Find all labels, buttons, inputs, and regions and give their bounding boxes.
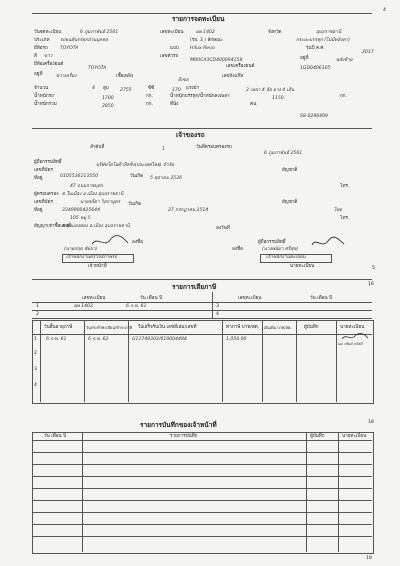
tax-row3-no: 3 xyxy=(216,304,219,309)
holder-label: ผู้ถือกรรมสิทธิ์ xyxy=(34,160,62,165)
engine-no-value: 1GD0406105 xyxy=(300,66,331,71)
tel2-label: โทร. xyxy=(340,216,350,221)
chassis-loc-label: อยู่ที่ xyxy=(300,56,309,61)
id2-label: เลขที่บัตร xyxy=(34,200,53,205)
tax-date-label: วัน เดือน ปี xyxy=(140,296,163,301)
tax-header-recorder: ผู้บันทึก xyxy=(304,325,319,330)
log-header-recorder: ผู้บันทึก xyxy=(310,434,325,439)
tax-row-expire: 6 ก.พ. 61 xyxy=(46,337,67,342)
cyl-value: 4 xyxy=(92,86,95,91)
hire-label: สัญญาเช่าซื้อเลขที่ xyxy=(34,224,71,229)
engine-no-label: เลขเครื่องยนต์ xyxy=(226,64,255,69)
tax-header-receipt: ใบเสร็จรับเงิน เลขที่เล่ม/เลขที่ xyxy=(138,325,197,330)
log-header-registrar: นายทะเบียน xyxy=(342,434,367,439)
tax-row2-no: 2 xyxy=(36,312,39,317)
addr3-value: 105 หมู่ 5 xyxy=(70,216,91,221)
log-row-line xyxy=(32,524,372,525)
birth2-label: วันเกิด xyxy=(128,202,142,207)
chassis-label: เลขตัวรถ xyxy=(160,54,179,59)
tax-plate-label: เลขทะเบียน xyxy=(82,296,106,301)
tax-section-title: รายการเสียภาษี xyxy=(172,283,217,291)
cc-unit: ซีซี xyxy=(148,86,155,91)
officer-signature xyxy=(90,234,130,248)
tax-header-amount: ค่าภาษี บาท/สต. xyxy=(226,325,260,330)
col-line xyxy=(296,320,297,402)
col-line xyxy=(82,432,83,552)
log-row-line xyxy=(32,464,372,465)
load-value: 1150 xyxy=(272,96,284,101)
weight-label: น้ำหนักรถ xyxy=(34,94,54,99)
weight-value: 1700 xyxy=(102,96,114,101)
page-number-top: 4 xyxy=(383,8,386,13)
tax-row-no: 4 xyxy=(34,383,37,388)
reg-date-label: วันจดทะเบียน xyxy=(34,30,62,35)
divider xyxy=(32,318,372,319)
plate-value: ผษ 1402 xyxy=(196,30,215,35)
weight-unit: กก. xyxy=(146,94,154,99)
axles-value: 2 เพลา 4 ล้อ ยาง 4 เส้น xyxy=(246,88,295,93)
model-value: Hilux Revo xyxy=(190,46,215,51)
addr4-value: ต.ทุ่งแสงทอง อ.เมือง อุบลราชธานี xyxy=(62,224,130,229)
nationality2-label: สัญชาติ xyxy=(282,200,298,205)
tax-row-registrar: ผอ.วสันต์ สวัสดี xyxy=(338,342,363,346)
chassis-value: MR0CA3CD400094158 xyxy=(190,58,243,63)
possessor-label: ผู้ครอบครอง xyxy=(34,192,59,197)
possess-date-label: วันที่ครอบครองรถ xyxy=(196,145,232,150)
tax-row-paid: 6 ก.พ. 62 xyxy=(88,337,109,342)
load-unit: กก. xyxy=(340,94,348,99)
birth-value: 5 ตุลาคม 2536 xyxy=(150,176,183,181)
id-value: 0105536113550 xyxy=(60,174,98,179)
divider xyxy=(32,302,372,303)
log-header-date: วัน เดือน ปี xyxy=(44,434,67,439)
hp-value: 170 xyxy=(172,88,181,93)
log-page-number: 18 xyxy=(368,420,374,425)
nationality-label: สัญชาติ xyxy=(282,168,298,173)
divider xyxy=(32,310,372,311)
engine-brand-label: ยี่ห้อเครื่องยนต์ xyxy=(34,62,64,67)
nationality2-value: ไทย xyxy=(334,208,343,213)
model-year-value: 2017 xyxy=(362,50,374,55)
reg-date-value: 6 ภูมภาพันธ์ 2561 xyxy=(80,30,119,35)
tax-row-no: 1 xyxy=(34,337,37,342)
type-label: ประเภท xyxy=(34,38,50,43)
plate-label: เลขทะเบียน xyxy=(160,30,184,35)
color-value: ขาว xyxy=(44,54,53,59)
officer-note: เจ้าพนักงานตรวจสภาพรถ xyxy=(66,255,118,260)
order-label: ลำดับที่ xyxy=(90,145,105,150)
seats-label: ที่นั่ง xyxy=(170,102,179,107)
log-header-entry: รายการบันทึก xyxy=(170,434,198,439)
engine-loc-label: อยู่ที่ xyxy=(34,72,43,77)
col-line xyxy=(336,320,337,402)
cyl-unit: สูบ xyxy=(103,86,109,91)
province-label: จังหวัด xyxy=(268,30,282,35)
tax-row-no: 2 xyxy=(34,351,37,356)
tax-header-extra: เงินเพิ่ม บาท/สต. xyxy=(264,325,292,330)
addr-label: ที่อยู่ xyxy=(34,176,43,181)
log-row-line xyxy=(32,536,372,537)
tax-right-plate-label: เลขทะเบียน xyxy=(238,296,262,301)
vehicle-section-title: รายการจดทะเบียน xyxy=(172,15,225,23)
log-row-line xyxy=(32,512,372,513)
tel-label: โทร. xyxy=(340,184,350,189)
tax-row-amount: 1,050.00 xyxy=(226,337,247,342)
divider xyxy=(212,292,213,318)
col-line xyxy=(222,320,223,402)
serial-number: S8-0286409 xyxy=(300,114,328,119)
divider xyxy=(32,128,372,129)
col-line xyxy=(40,320,41,402)
cyl-label: จำนวน xyxy=(34,86,49,91)
brand-value: TOYOTA xyxy=(60,46,79,51)
possess-date-value: 6 ภูมภาพันธ์ 2561 xyxy=(264,151,303,156)
id-label: เลขที่บัตร xyxy=(34,168,53,173)
fuel-value: ดีเซล xyxy=(178,78,189,83)
log-row-line xyxy=(32,452,372,453)
order-value: 1 xyxy=(162,147,165,152)
fuel-label: เชื้อเพลิง xyxy=(116,74,134,79)
divider xyxy=(32,13,372,14)
addr3-label: ที่อยู่ xyxy=(34,208,43,213)
id2-value: 3349900425644 xyxy=(62,208,100,213)
tax-header-paid: วันกระทำทะเบียน/ชำระภาษี xyxy=(86,325,133,330)
type-value: รถยนต์บรรทุกส่วนบุคคล xyxy=(60,38,109,43)
col-line xyxy=(262,320,263,402)
col-line xyxy=(128,320,129,402)
registrar-note: เจ้าพนักงานทะเบียน xyxy=(266,255,306,260)
body-value: กระบะบรรทุก (ไม่มีหลังคา) xyxy=(296,38,350,43)
tax-row1-no: 1 xyxy=(36,304,39,309)
col-line xyxy=(306,432,307,552)
gross-value: 2850 xyxy=(102,104,114,109)
tax-row-receipt: G11749302/610004484 xyxy=(132,337,187,342)
officer-role: เจ้าหน้าที่ xyxy=(88,264,107,269)
birth2-value: 27 กรกฎาคม 2514 xyxy=(168,208,209,213)
tax-row1-date: 6 ก.พ. 61 xyxy=(126,304,147,309)
possessor-value: นายชรีดา วิสกาบูตร xyxy=(80,200,121,205)
type-code: (รย. 3 ) ลักษณะ xyxy=(190,38,223,43)
addr2-value: ต.ในเมือง อ.เมือง อุบลราชธานี xyxy=(62,192,124,197)
log-section-title: รายการบันทึกของเจ้าหน้าที่ xyxy=(140,421,217,429)
tax-header-expire: วันสิ้นอายุภาษี xyxy=(44,325,73,330)
holder-sig-label: ผู้ถือกรรมสิทธิ์ xyxy=(258,240,286,245)
cc-value: 2755 xyxy=(120,88,132,93)
gas-label: เลขถังแก๊ส xyxy=(222,74,244,79)
color-label: สี xyxy=(34,54,37,59)
col-line xyxy=(338,432,339,552)
gross-unit: กก. xyxy=(146,102,154,107)
hp-unit: แรงม้า xyxy=(186,86,200,91)
owner-page-number: 5 xyxy=(372,266,375,271)
registrar-sign-label: ลงชื่อ xyxy=(232,247,243,252)
hire-date-label: ลงวันที่ xyxy=(216,226,230,231)
engine-loc-value: ขวาเครื่อง xyxy=(56,74,77,79)
seats-unit: คน xyxy=(250,102,257,107)
log-header-line xyxy=(32,440,372,441)
province-value: อุบลราชธานี xyxy=(316,30,342,35)
officer-name: (นายกฤต ชัยลา) xyxy=(64,247,98,252)
log-row-line xyxy=(32,476,372,477)
log-row-line xyxy=(32,488,372,489)
holder-value: บริษัทโตโยต้าลีสซิ่ง(ประเทศไทย) จำกัด xyxy=(96,163,175,168)
model-label: แบบ xyxy=(170,46,179,51)
col-line xyxy=(84,320,85,402)
tax-header-registrar: นายทะเบียน xyxy=(340,325,365,330)
model-year-label: รุ่นปี ค.ศ. xyxy=(306,46,325,51)
gross-label: น้ำหนักรวม xyxy=(34,102,57,107)
addr-value: 47 ถนนราชบุตร xyxy=(70,184,103,189)
tax-row1-plate: ผษ 1402 xyxy=(74,304,93,309)
divider xyxy=(32,279,372,280)
chassis-loc-value: หลังซ้าย xyxy=(336,58,353,63)
registrar-name: (นางพนิดา ศรีสุข) xyxy=(262,247,299,252)
officer-sign-label: ลงชื่อ xyxy=(132,240,143,245)
owner-section-title: เจ้าของรถ xyxy=(176,131,205,139)
registrar-signature xyxy=(310,236,346,250)
engine-brand-value: TOYOTA xyxy=(88,66,107,71)
birth-label: วันเกิด xyxy=(130,174,144,179)
registrar-role: นายทะเบียน xyxy=(290,264,315,269)
log-row-line xyxy=(32,500,372,501)
tax-right-date-label: วัน เดือน ปี xyxy=(310,296,333,301)
tax-row4-no: 4 xyxy=(216,312,219,317)
tax-top-page-number: 16 xyxy=(368,282,374,287)
tax-row-no: 3 xyxy=(34,367,37,372)
brand-label: ยี่ห้อรถ xyxy=(34,46,48,51)
load-label: น้ำหนักบรรทุก/น้ำหนักลงเพลา xyxy=(170,94,230,99)
tax-header-line xyxy=(32,334,372,335)
bottom-page-number: 19 xyxy=(366,556,372,561)
